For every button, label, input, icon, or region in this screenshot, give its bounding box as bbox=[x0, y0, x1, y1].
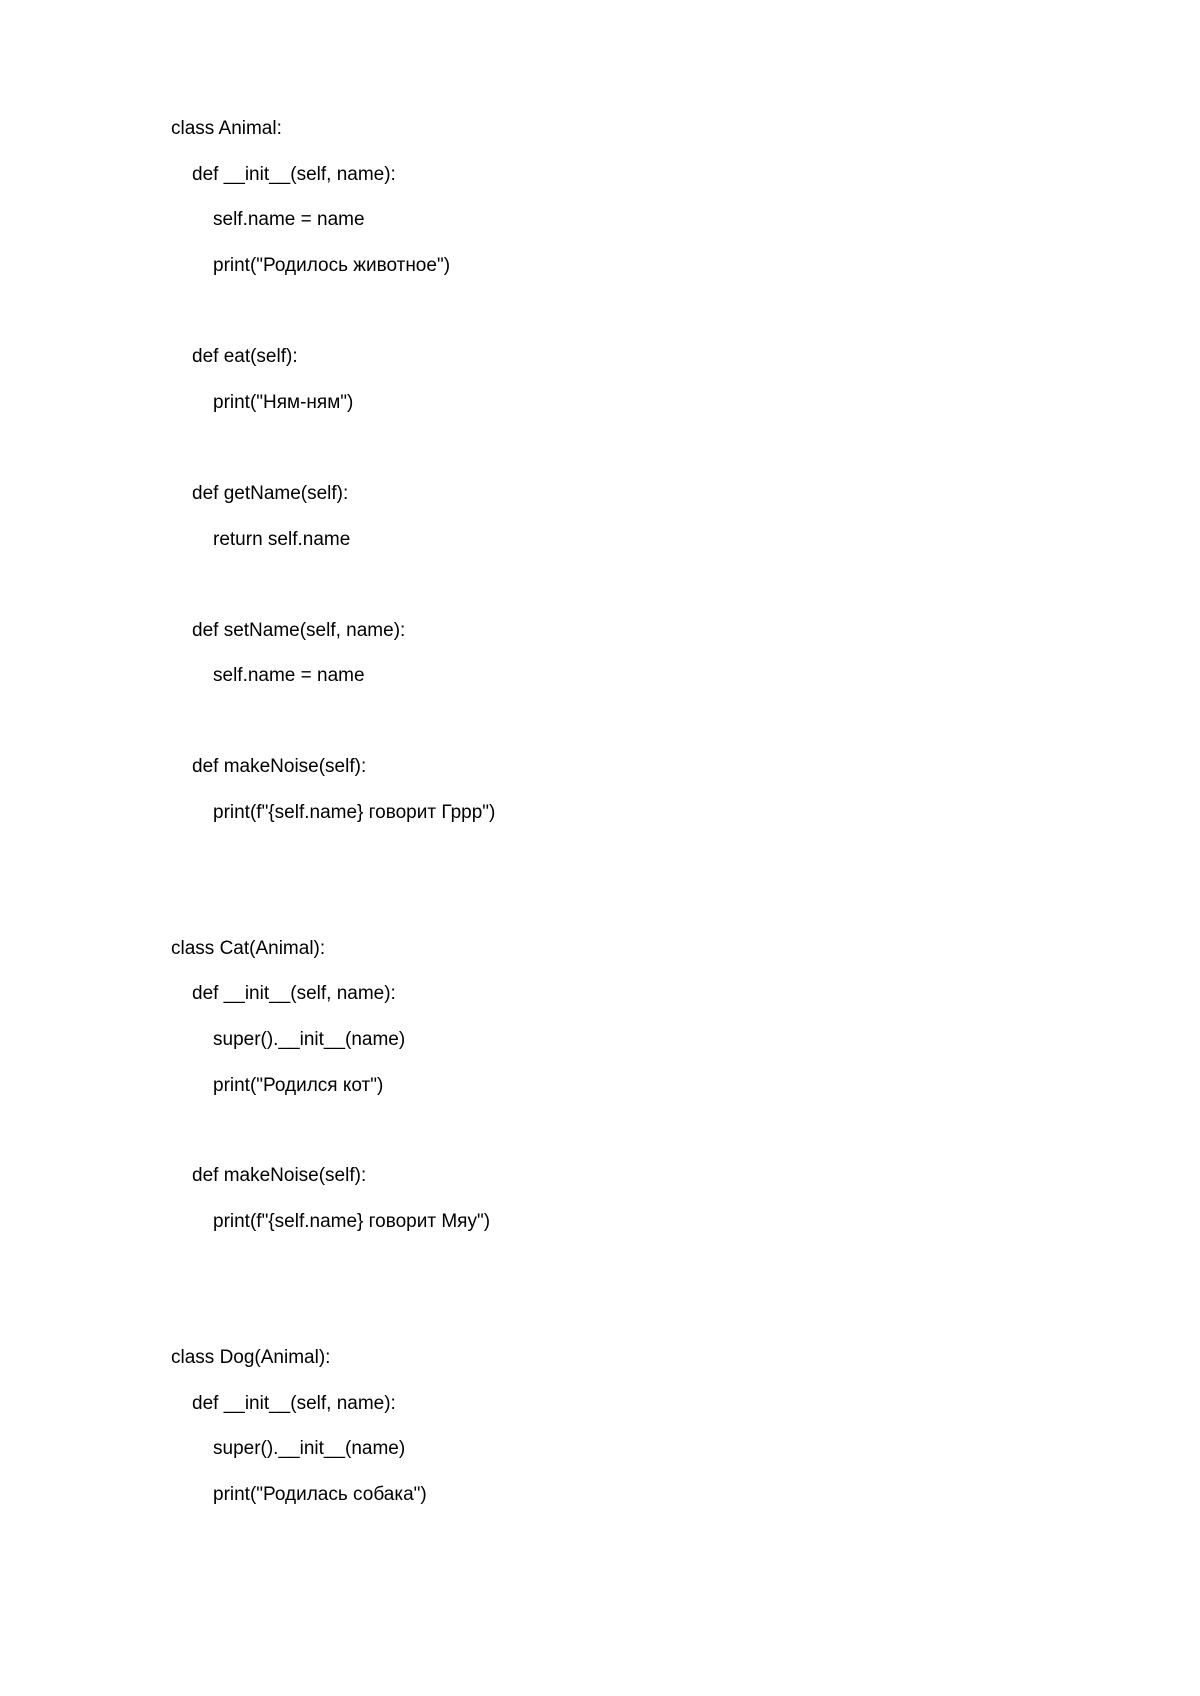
code-line-cat-print-born: print("Родился кот") bbox=[213, 1075, 384, 1096]
code-line-class-animal: class Animal: bbox=[171, 118, 282, 139]
code-line-def-setname: def setName(self, name): bbox=[192, 620, 406, 641]
code-line-animal-def-makenoise: def makeNoise(self): bbox=[192, 756, 367, 777]
code-line-cat-init: def __init__(self, name): bbox=[192, 983, 396, 1004]
code-line-cat-super-init: super().__init__(name) bbox=[213, 1029, 406, 1050]
code-line-animal-print-noise: print(f"{self.name} говорит Гррр") bbox=[213, 802, 496, 823]
code-line-class-dog: class Dog(Animal): bbox=[171, 1347, 331, 1368]
code-line-cat-print-noise: print(f"{self.name} говорит Мяу") bbox=[213, 1211, 491, 1232]
code-line-dog-init: def __init__(self, name): bbox=[192, 1393, 396, 1414]
code-line-animal-init: def __init__(self, name): bbox=[192, 164, 396, 185]
code-line-def-eat: def eat(self): bbox=[192, 346, 298, 367]
code-line-cat-def-makenoise: def makeNoise(self): bbox=[192, 1165, 367, 1186]
code-line-def-getname: def getName(self): bbox=[192, 483, 349, 504]
code-line-animal-assign-name: self.name = name bbox=[213, 209, 365, 230]
code-line-dog-super-init: super().__init__(name) bbox=[213, 1438, 406, 1459]
code-line-print-nyam: print("Ням-ням") bbox=[213, 392, 354, 413]
code-line-return-name: return self.name bbox=[213, 529, 351, 550]
code-line-animal-print-born: print("Родилось животное") bbox=[213, 255, 451, 276]
code-line-setname-assign: self.name = name bbox=[213, 665, 365, 686]
code-line-class-cat: class Cat(Animal): bbox=[171, 938, 326, 959]
code-line-dog-print-born: print("Родилась собака") bbox=[213, 1484, 427, 1505]
